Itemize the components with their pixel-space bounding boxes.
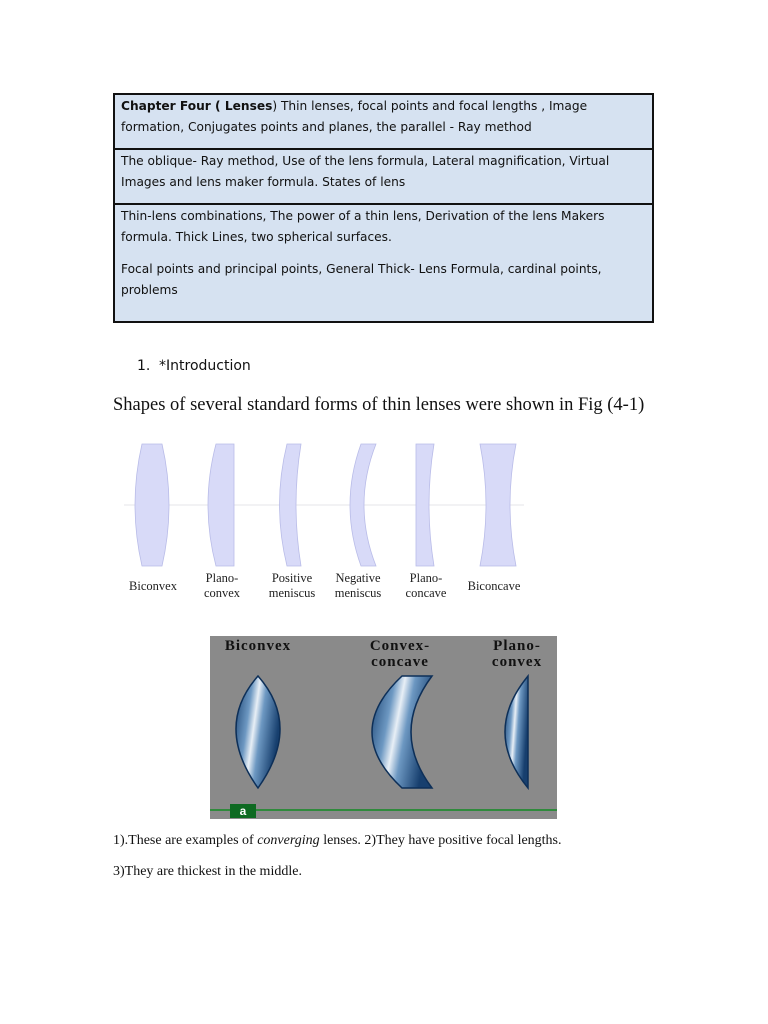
figure-tag: a — [230, 804, 256, 818]
converging-lenses-figure — [210, 636, 557, 819]
plano-convex-lens-shape — [208, 444, 234, 566]
section-heading — [137, 358, 251, 374]
lead-paragraph: Shapes of several standard forms of thin lenses were shown in Fig (4-1) — [113, 395, 645, 415]
caption-positive-meniscus: Positive meniscus — [268, 571, 316, 600]
converging-note: 1).These are examples of converging lenses. 2)They have positive focal lengths. — [113, 833, 562, 848]
label-biconvex: Biconvex — [224, 638, 292, 654]
section-number: 1. — [137, 358, 151, 374]
lens-forms-figure — [124, 440, 524, 610]
chapter-title: Chapter Four ( Lenses — [121, 99, 273, 113]
lens-forms-drawing — [124, 440, 524, 570]
biconvex-lens-shape — [135, 444, 169, 566]
label-plano-convex: Plano- convex — [491, 638, 543, 670]
syllabus-row-2 — [115, 150, 652, 205]
converging-emphasis: converging — [257, 833, 320, 848]
caption-negative-meniscus: Negative meniscus — [334, 571, 382, 600]
syllabus-row-2-text: The oblique- Ray method, Use of the lens formula, Lateral magnification, Virtual Images and lens maker formula. States of lens — [121, 154, 610, 189]
syllabus-row-3-text: Thin-lens combinations, The power of a thin lens, Derivation of the lens Makers formula. Thick Lines, two spherical surfaces. — [121, 209, 605, 244]
caption-plano-concave: Plano- concave — [405, 571, 447, 600]
syllabus-row-1-text: ) Thin lenses, focal points and focal lengths , Image formation, Conjugates points and planes, the parallel - Ray method — [121, 99, 588, 134]
caption-biconvex: Biconvex — [129, 579, 177, 593]
label-convex-concave: Convex- concave — [369, 638, 431, 670]
syllabus-row-3 — [115, 205, 652, 301]
syllabus-row-4-text: Focal points and principal points, General Thick- Lens Formula, cardinal points, problems — [121, 262, 602, 297]
thickness-note: 3)They are thickest in the middle. — [113, 864, 302, 879]
caption-plano-convex: Plano- convex — [203, 571, 241, 600]
caption-biconcave: Biconcave — [467, 579, 521, 593]
section-title: *Introduction — [159, 358, 251, 374]
syllabus-table — [113, 93, 654, 323]
syllabus-row-1 — [115, 95, 652, 150]
